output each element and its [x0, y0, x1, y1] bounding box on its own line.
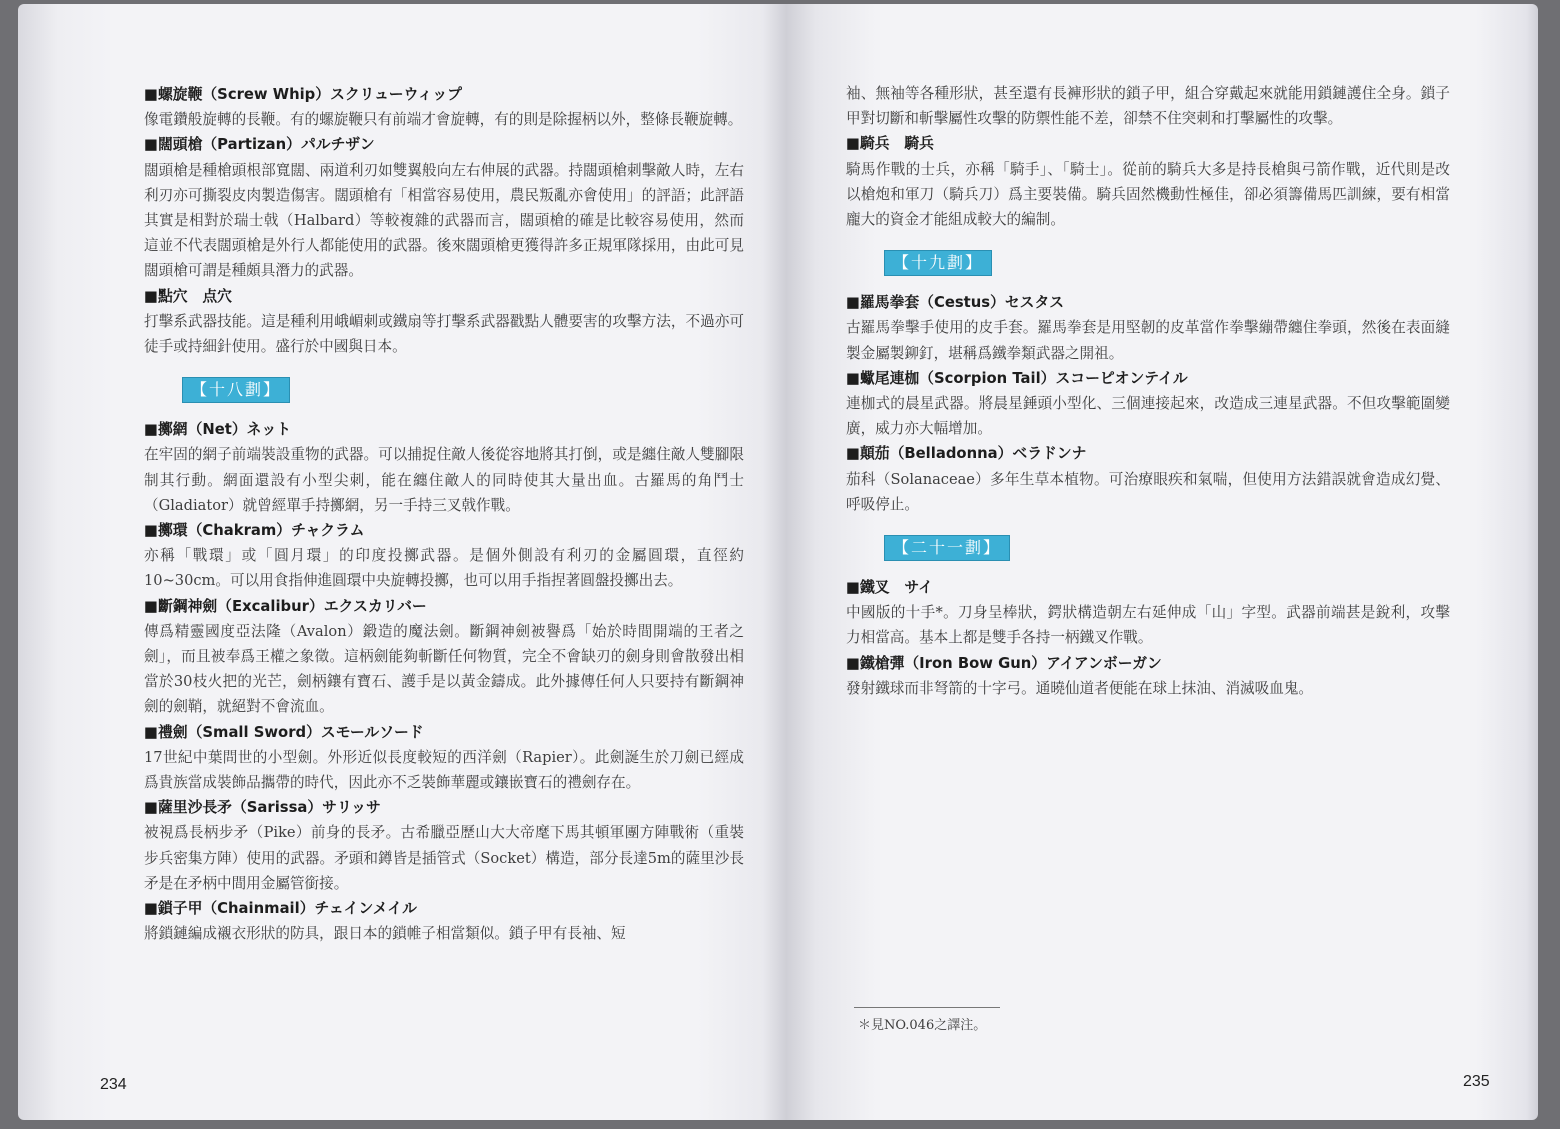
chapter-heading: 【十九劃】: [884, 250, 992, 276]
entry-body: 連枷式的晨星武器。將晨星錘頭小型化、三個連接起來，改造成三連星武器。不但攻擊範圍變廣，威力亦大幅增加。: [846, 395, 1450, 438]
entry-body: 傳爲精靈國度亞法隆（Avalon）鍛造的魔法劍。斷鋼神劍被譽爲「始於時間開端的王者之劍」，而且被奉爲王權之象徵。這柄劍能夠斬斷任何物質，完全不會缺刃的劍身則會散發出相當於30枝火把的光芒，劍柄鑲有寶石、護手是以黃金鑄成。此外據傳任何人只要持有斷鋼神劍的劍鞘，就絕對不會流血。: [144, 622, 744, 716]
entry-body: 茄科（Solanaceae）多年生草本植物。可治療眼疾和氣喘，但使用方法錯誤就會造成幻覺、呼吸停止。: [846, 470, 1450, 513]
footnote-rule: [854, 1007, 1000, 1008]
entry-title: ■擲環（Chakram）チャクラム: [144, 522, 365, 540]
continuation-text: 袖、無袖等各種形狀，甚至還有長褲形狀的鎖子甲，組合穿戴起來就能用鎖鏈護住全身。鎖子甲對切斷和斬擊屬性攻擊的防禦性能不差，卻禁不住突刺和打擊屬性的攻擊。: [846, 85, 1450, 128]
entry-title: ■羅馬拳套（Cestus）セスタス: [846, 294, 1065, 312]
entry-body: 亦稱「戰環」或「圓月環」的印度投擲武器。是個外側設有利刃的金屬圓環，直徑約10~30cm。可以用食指伸進圓環中央旋轉投擲，也可以用手指捏著圓盤投擲出去。: [144, 547, 744, 590]
entry-title: ■鎖子甲（Chainmail）チェインメイル: [144, 900, 417, 918]
entry-title: ■點穴 点穴: [144, 287, 232, 305]
footnote: ＊見NO.046之譯注。: [858, 1018, 987, 1033]
entry-body: 17世紀中葉問世的小型劍。外形近似長度較短的西洋劍（Rapier）。此劍誕生於刀劍已經成爲貴族當成裝飾品攜帶的時代，因此亦不乏裝飾華麗或鑲嵌寶石的禮劍存在。: [144, 748, 744, 792]
entry-title: ■斷鋼神劍（Excalibur）エクスカリバー: [144, 597, 427, 615]
left-page-text: [144, 82, 744, 947]
right-page-text: [846, 81, 1450, 701]
right-page: [786, 4, 1538, 1120]
entry-title: ■蠍尾連枷（Scorpion Tail）スコーピオンテイル: [846, 369, 1188, 387]
chapter-heading: 【二十一劃】: [884, 535, 1010, 561]
chapter-heading: 【十八劃】: [182, 377, 290, 403]
entry-body: 像電鑽般旋轉的長鞭。有的螺旋鞭只有前端才會旋轉，有的則是除握柄以外，整條長鞭旋轉。: [144, 111, 743, 129]
entry-title: ■禮劍（Small Sword）スモールソード: [144, 723, 424, 741]
entry-body: 中國版的十手*。刀身呈棒狀，鍔狀構造朝左右延伸成「山」字型。武器前端甚是銳利，攻擊力相當高。基本上都是雙手各持一柄鐵叉作戰。: [846, 604, 1450, 647]
entry-body: 闊頭槍是種槍頭根部寬闊、兩道利刃如雙翼般向左右伸展的武器。持闊頭槍刺擊敵人時，左右利刃亦可撕裂皮肉製造傷害。闊頭槍有「相當容易使用，農民叛亂亦會使用」的評語；此評語其實是相對於瑞士戟（Halbard）等較複雜的武器而言，闊頭槍的確是比較容易使用，然而這並不代表闊頭槍是外行人都能使用的武器。後來闊頭槍更獲得許多正規軍隊採用，由此可見闊頭槍可謂是種頗具潛力的武器。: [144, 161, 744, 280]
entry-title: ■顛茄（Belladonna）ベラドンナ: [846, 445, 1087, 463]
page-number-left: 234: [100, 1076, 127, 1093]
entry-title: ■鐵槍彈（Iron Bow Gun）アイアンボーガン: [846, 654, 1162, 672]
entry-body: 被視爲長柄步矛（Pike）前身的長矛。古希臘亞歷山大大帝麾下馬其頓軍團方陣戰術（重裝步兵密集方陣）使用的武器。矛頭和鐏皆是插管式（Socket）構造，部分長達5m的薩里沙長矛是在矛柄中間用金屬管銜接。: [144, 824, 744, 892]
page-number-right: 235: [1463, 1073, 1490, 1090]
entry-title: ■鐵叉 サイ: [846, 579, 933, 597]
entry-body: 古羅馬拳擊手使用的皮手套。羅馬拳套是用堅韌的皮革當作拳擊繃帶纏住拳頭，然後在表面縫製金屬製鉚釘，堪稱爲鐵拳類武器之開祖。: [846, 319, 1450, 362]
entry-body: 在牢固的網子前端裝設重物的武器。可以捕捉住敵人後從容地將其打倒，或是纏住敵人雙腳限制其行動。網面還設有小型尖刺，能在纏住敵人的同時使其大量出血。古羅馬的角鬥士（Gladiator）就曾經單手持擲網，另一手持三叉戟作戰。: [144, 446, 744, 514]
left-page: [18, 4, 786, 1120]
entry-body: 打擊系武器技能。這是種利用峨嵋刺或鐵扇等打擊系武器戳點人體要害的攻擊方法，不過亦可徒手或持細針使用。盛行於中國與日本。: [144, 312, 744, 356]
entry-body: 將鎖鏈編成襯衣形狀的防具，跟日本的鎖帷子相當類似。鎖子甲有長袖、短: [144, 925, 626, 943]
entry-title: ■騎兵 騎兵: [846, 135, 934, 153]
entry-title: ■薩里沙長矛（Sarissa）サリッサ: [144, 799, 381, 817]
entry-body: 騎馬作戰的士兵，亦稱「騎手」、「騎士」。從前的騎兵大多是持長槍與弓箭作戰，近代則是改以槍炮和軍刀（騎兵刀）爲主要裝備。騎兵固然機動性極佳，卻必須籌備馬匹訓練，要有相當龐大的資金才能組成較大的編制。: [846, 160, 1450, 229]
entry-title: ■螺旋鞭（Screw Whip）スクリューウィップ: [144, 86, 462, 103]
entry-title: ■闊頭槍（Partizan）パルチザン: [144, 136, 375, 154]
entry-body: 發射鐵球而非弩箭的十字弓。通曉仙道者便能在球上抹油、消滅吸血鬼。: [846, 679, 1314, 697]
entry-title: ■擲網（Net）ネット: [144, 421, 292, 439]
